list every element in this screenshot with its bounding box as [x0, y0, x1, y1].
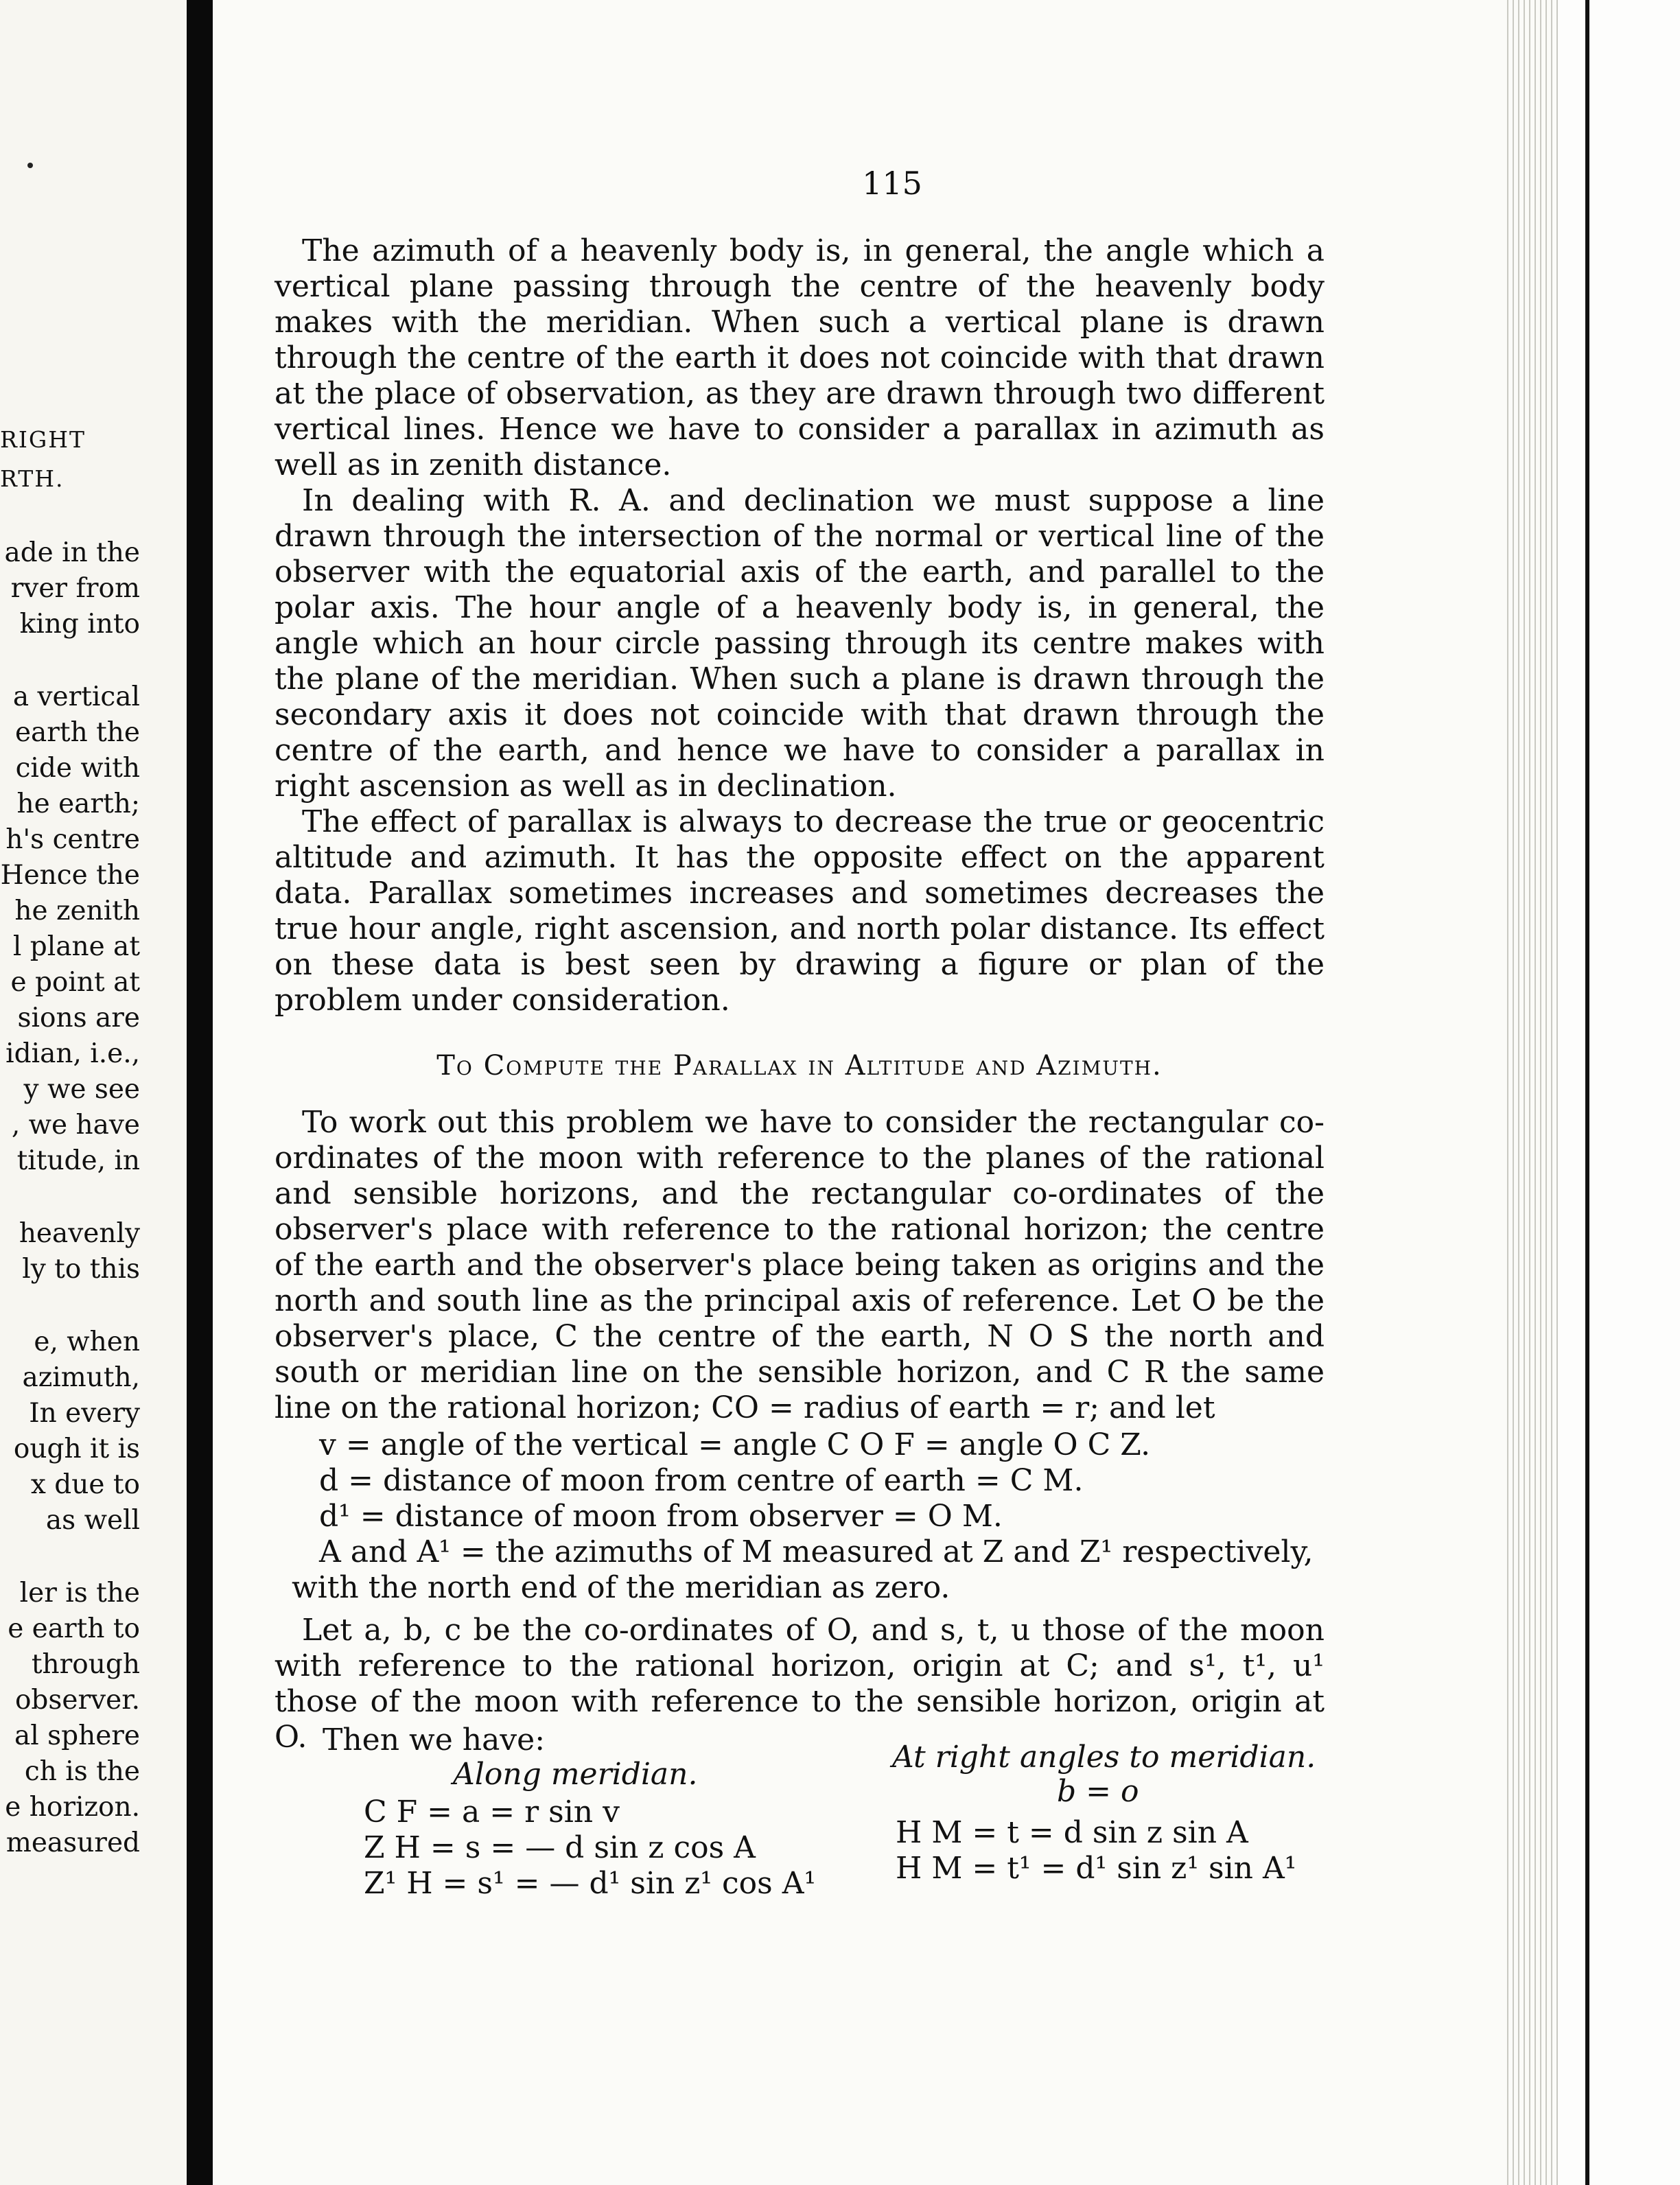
section-heading: To Compute the Parallax in Altitude and Azimuth. [436, 1050, 1163, 1082]
previous-page-line: a vertical [12, 681, 140, 712]
previous-page-line: king into [19, 609, 140, 640]
definition-d: d = distance of moon from centre of earth = C M. [319, 1463, 1084, 1498]
previous-page-line: ade in the [4, 537, 140, 568]
ink-dot [27, 163, 33, 168]
previous-page-line: idian, i.e., [5, 1038, 140, 1069]
previous-page-line: y we see [23, 1074, 140, 1105]
equation-cf: C F = a = r sin v [364, 1795, 620, 1830]
previous-page-line: rver from [10, 573, 140, 604]
previous-page-line: titude, in [16, 1145, 140, 1176]
previous-page-line: ly to this [22, 1254, 140, 1285]
equation-zh: Z H = s = — d sin z cos A [364, 1830, 756, 1865]
paragraph-ra-declination: In dealing with R. A. and declination we must suppose a line drawn through the intersection of the normal or vertical line of the observer with the equatorial axis of the earth, and parallel to the polar axis. The hour angle of a heavenly body is, in general, the angle which an hour circle passing through its centre makes with the plane of the meridian. When such a plane is drawn through the secondary axis it does not coincide with that drawn through the centre of the earth, and hence we have to consider a parallax in right ascension as well as in declination. [275, 483, 1325, 804]
previous-page-line: measured [5, 1827, 140, 1858]
equation-hm-t1: H M = t¹ = d¹ sin z¹ sin A¹ [896, 1851, 1297, 1886]
previous-page-line: cide with [15, 753, 140, 784]
previous-page-line: ough it is [13, 1434, 140, 1464]
previous-page-line: In every [29, 1398, 140, 1429]
previous-page-line: sions are [17, 1003, 140, 1033]
previous-page-line: he zenith [14, 896, 140, 926]
previous-page-line: ler is the [19, 1578, 140, 1609]
previous-page-line: al sphere [14, 1720, 140, 1751]
page-edges [1503, 0, 1558, 2185]
equation-hm-t: H M = t = d sin z sin A [896, 1815, 1248, 1850]
previous-page-line: , we have [11, 1110, 140, 1141]
definition-v: v = angle of the vertical = angle C O F = angle O C Z. [319, 1427, 1151, 1462]
body-text-top [275, 233, 1325, 1018]
previous-page-line: earth the [14, 717, 140, 748]
binding-edge [1585, 0, 1589, 2185]
paragraph-parallax-effect: The effect of parallax is always to decrease the true or geocentric altitude and azimuth. It has the opposite effect on the apparent data. Parallax sometimes increases and sometimes decreases the true hour angle, right ascension, and north polar distance. Its effect on these data is best seen by drawing a figure or plan of the problem under consideration. [275, 804, 1325, 1018]
column-title-along-meridian: Along meridian. [453, 1757, 698, 1792]
previous-page-line: observer. [14, 1685, 140, 1716]
previous-page-line: e earth to [8, 1613, 140, 1644]
paragraph-coordinates: Let a, b, c be the co-ordinates of O, and s, t, u those of the moon with reference to the rational horizon, origin at C; and s¹, t¹, u¹ those of the moon with reference to the sensible horizon, origin at O. [275, 1613, 1325, 1755]
previous-page-line: e horizon. [5, 1792, 140, 1823]
previous-page-line: Hence the [0, 860, 140, 891]
previous-page-line: azimuth, [22, 1362, 140, 1393]
previous-page-line: he earth; [16, 788, 140, 819]
previous-page-line: RTH. [0, 465, 65, 492]
previous-page-line: heavenly [19, 1218, 140, 1249]
previous-page-line: e point at [10, 967, 140, 998]
previous-page-line: through [31, 1649, 140, 1680]
definition-zero: with the north end of the meridian as zero. [292, 1570, 950, 1605]
previous-page-line: as well [45, 1505, 140, 1536]
equation-b-zero: b = o [1057, 1774, 1139, 1809]
previous-page-fragment [0, 0, 187, 2185]
definition-azimuths: A and A¹ = the azimuths of M measured at Z and Z¹ respectively, [319, 1534, 1314, 1569]
previous-page-line: RIGHT [0, 426, 86, 453]
equation-z1h: Z¹ H = s¹ = — d¹ sin z¹ cos A¹ [364, 1866, 817, 1901]
previous-page-line: e, when [34, 1327, 140, 1357]
previous-page-line: h's centre [5, 824, 140, 855]
paragraph-problem: To work out this problem we have to consider the rectangular co-ordinates of the moon with reference to the planes of the rational and sensible horizons, and the rectangular co-ordinates of the observer's place with reference to the rational horizon; the centre of the earth and the observer's place being taken as origins and the north and south line as the principal axis of reference. Let O be the observer's place, C the centre of the earth, N O S the north and south or meridian line on the sensible horizon, and C R the same line on the rational horizon; CO = radius of earth = r; and let [275, 1105, 1325, 1425]
previous-page-line: ch is the [24, 1756, 140, 1787]
column-title-right-angles: At right angles to meridian. [892, 1740, 1316, 1775]
paragraph-azimuth: The azimuth of a heavenly body is, in general, the angle which a vertical plane passing through the centre of the heavenly body makes with the meridian. When such a vertical plane is drawn through the centre of the earth it does not coincide with that drawn at the place of observation, as they are drawn through two different vertical lines. Hence we have to consider a parallax in azimuth as well as in zenith distance. [275, 233, 1325, 482]
page-number: 115 [862, 165, 922, 202]
right-margin [1558, 0, 1680, 2185]
previous-page-line: l plane at [12, 931, 140, 962]
previous-page-line: x due to [30, 1469, 140, 1500]
then-we-have: Then we have: [323, 1722, 546, 1757]
definition-d1: d¹ = distance of moon from observer = O M. [319, 1499, 1003, 1534]
body-text-problem [275, 1105, 1325, 1426]
